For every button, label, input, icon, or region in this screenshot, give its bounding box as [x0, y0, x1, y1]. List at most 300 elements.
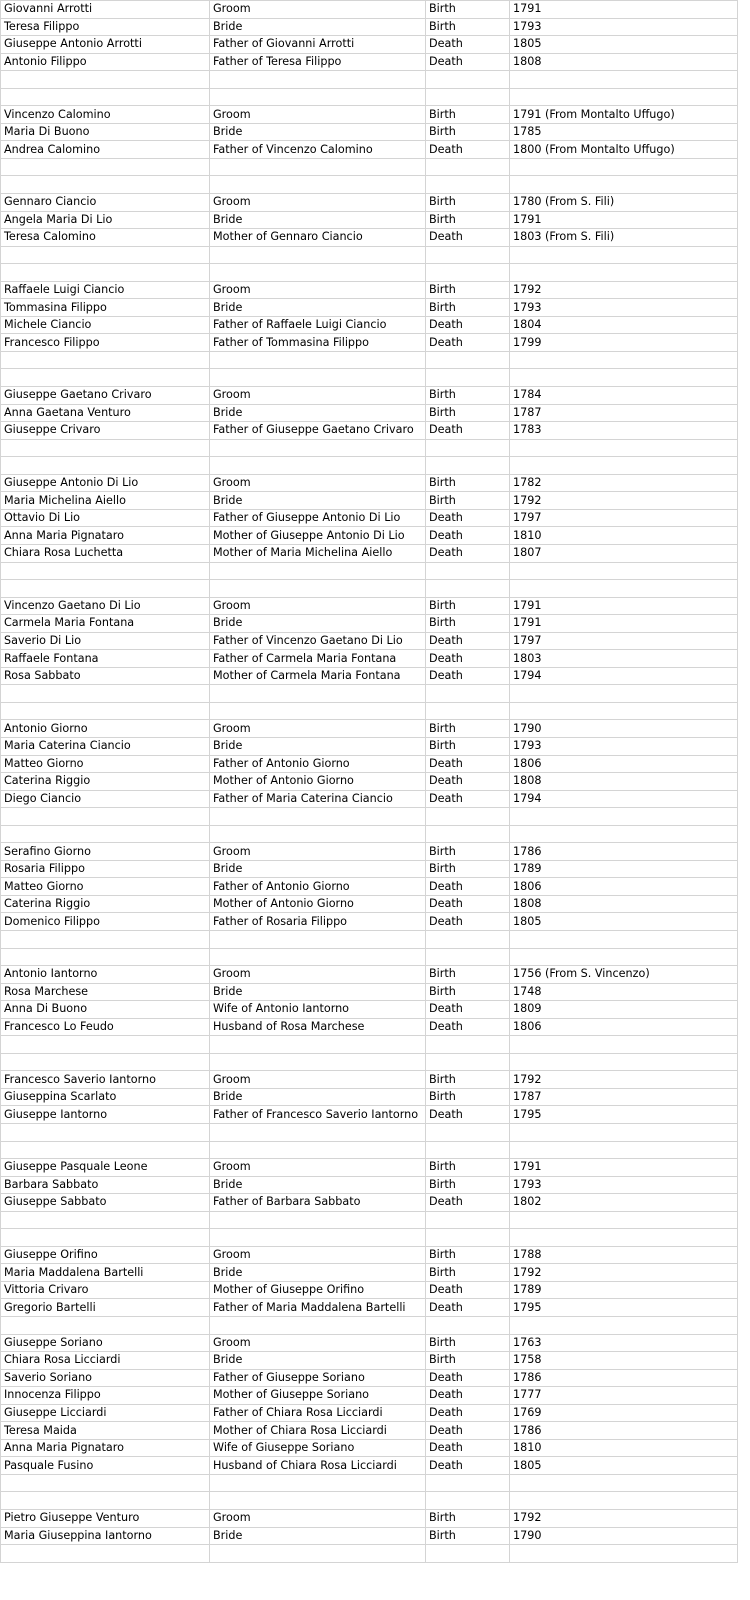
person-name-cell[interactable] — [1, 808, 210, 826]
role-cell[interactable] — [210, 1474, 426, 1492]
role-cell[interactable]: Wife of Giuseppe Soriano — [210, 1439, 426, 1457]
year-cell[interactable]: 1793 — [510, 737, 738, 755]
event-cell[interactable]: Birth — [426, 123, 510, 141]
person-name-cell[interactable] — [1, 1474, 210, 1492]
event-cell[interactable] — [426, 1124, 510, 1142]
event-cell[interactable] — [426, 562, 510, 580]
year-cell[interactable] — [510, 439, 738, 457]
year-cell[interactable]: 1785 — [510, 123, 738, 141]
event-cell[interactable]: Birth — [426, 860, 510, 878]
person-name-cell[interactable]: Giuseppina Scarlato — [1, 1088, 210, 1106]
person-name-cell[interactable]: Caterina Riggio — [1, 895, 210, 913]
event-cell[interactable] — [426, 1211, 510, 1229]
year-cell[interactable]: 1791 — [510, 615, 738, 633]
year-cell[interactable]: 1804 — [510, 316, 738, 334]
person-name-cell[interactable] — [1, 88, 210, 106]
person-name-cell[interactable]: Giuseppe Gaetano Crivaro — [1, 387, 210, 405]
person-name-cell[interactable]: Rosa Sabbato — [1, 667, 210, 685]
person-name-cell[interactable]: Carmela Maria Fontana — [1, 615, 210, 633]
person-name-cell[interactable]: Rosa Marchese — [1, 983, 210, 1001]
person-name-cell[interactable] — [1, 1141, 210, 1159]
event-cell[interactable]: Death — [426, 141, 510, 159]
event-cell[interactable]: Death — [426, 422, 510, 440]
year-cell[interactable]: 1792 — [510, 1510, 738, 1528]
role-cell[interactable]: Groom — [210, 1334, 426, 1352]
role-cell[interactable] — [210, 71, 426, 89]
year-cell[interactable]: 1800 (From Montalto Uffugo) — [510, 141, 738, 159]
person-name-cell[interactable] — [1, 1317, 210, 1335]
year-cell[interactable] — [510, 246, 738, 264]
role-cell[interactable]: Groom — [210, 387, 426, 405]
person-name-cell[interactable] — [1, 351, 210, 369]
event-cell[interactable]: Birth — [426, 1071, 510, 1089]
person-name-cell[interactable]: Raffaele Luigi Ciancio — [1, 281, 210, 299]
role-cell[interactable]: Mother of Gennaro Ciancio — [210, 229, 426, 247]
person-name-cell[interactable]: Giuseppe Crivaro — [1, 422, 210, 440]
year-cell[interactable]: 1791 — [510, 1159, 738, 1177]
person-name-cell[interactable]: Antonio Iantorno — [1, 966, 210, 984]
person-name-cell[interactable]: Chiara Rosa Luchetta — [1, 544, 210, 562]
person-name-cell[interactable]: Antonio Filippo — [1, 53, 210, 71]
role-cell[interactable]: Groom — [210, 106, 426, 124]
year-cell[interactable]: 1795 — [510, 1106, 738, 1124]
role-cell[interactable]: Groom — [210, 1, 426, 19]
role-cell[interactable]: Father of Rosaria Filippo — [210, 913, 426, 931]
year-cell[interactable]: 1806 — [510, 755, 738, 773]
person-name-cell[interactable]: Gregorio Bartelli — [1, 1299, 210, 1317]
person-name-cell[interactable]: Teresa Calomino — [1, 229, 210, 247]
event-cell[interactable]: Birth — [426, 615, 510, 633]
event-cell[interactable]: Birth — [426, 1334, 510, 1352]
year-cell[interactable]: 1763 — [510, 1334, 738, 1352]
role-cell[interactable]: Groom — [210, 720, 426, 738]
role-cell[interactable]: Groom — [210, 597, 426, 615]
person-name-cell[interactable]: Rosaria Filippo — [1, 860, 210, 878]
event-cell[interactable]: Death — [426, 229, 510, 247]
role-cell[interactable] — [210, 930, 426, 948]
role-cell[interactable] — [210, 1211, 426, 1229]
person-name-cell[interactable]: Francesco Lo Feudo — [1, 1018, 210, 1036]
person-name-cell[interactable]: Domenico Filippo — [1, 913, 210, 931]
role-cell[interactable]: Bride — [210, 18, 426, 36]
year-cell[interactable]: 1809 — [510, 1001, 738, 1019]
role-cell[interactable] — [210, 562, 426, 580]
role-cell[interactable] — [210, 439, 426, 457]
person-name-cell[interactable]: Gennaro Ciancio — [1, 194, 210, 212]
event-cell[interactable]: Birth — [426, 492, 510, 510]
role-cell[interactable]: Husband of Rosa Marchese — [210, 1018, 426, 1036]
year-cell[interactable] — [510, 930, 738, 948]
role-cell[interactable]: Groom — [210, 1246, 426, 1264]
event-cell[interactable]: Death — [426, 650, 510, 668]
event-cell[interactable] — [426, 457, 510, 475]
event-cell[interactable] — [426, 1492, 510, 1510]
event-cell[interactable]: Birth — [426, 299, 510, 317]
year-cell[interactable] — [510, 1317, 738, 1335]
role-cell[interactable]: Bride — [210, 211, 426, 229]
person-name-cell[interactable]: Francesco Filippo — [1, 334, 210, 352]
event-cell[interactable] — [426, 246, 510, 264]
role-cell[interactable]: Bride — [210, 1527, 426, 1545]
role-cell[interactable]: Father of Barbara Sabbato — [210, 1194, 426, 1212]
year-cell[interactable] — [510, 808, 738, 826]
year-cell[interactable]: 1805 — [510, 913, 738, 931]
event-cell[interactable] — [426, 1141, 510, 1159]
role-cell[interactable]: Bride — [210, 492, 426, 510]
role-cell[interactable]: Groom — [210, 1071, 426, 1089]
role-cell[interactable]: Groom — [210, 281, 426, 299]
year-cell[interactable]: 1793 — [510, 299, 738, 317]
role-cell[interactable]: Father of Giuseppe Gaetano Crivaro — [210, 422, 426, 440]
year-cell[interactable]: 1748 — [510, 983, 738, 1001]
year-cell[interactable] — [510, 457, 738, 475]
year-cell[interactable]: 1808 — [510, 895, 738, 913]
year-cell[interactable]: 1797 — [510, 509, 738, 527]
event-cell[interactable]: Death — [426, 1299, 510, 1317]
role-cell[interactable]: Father of Maria Caterina Ciancio — [210, 790, 426, 808]
year-cell[interactable] — [510, 71, 738, 89]
year-cell[interactable]: 1806 — [510, 1018, 738, 1036]
role-cell[interactable] — [210, 948, 426, 966]
role-cell[interactable]: Father of Vincenzo Gaetano Di Lio — [210, 632, 426, 650]
person-name-cell[interactable] — [1, 1036, 210, 1054]
year-cell[interactable]: 1787 — [510, 404, 738, 422]
role-cell[interactable] — [210, 1545, 426, 1563]
person-name-cell[interactable] — [1, 930, 210, 948]
role-cell[interactable] — [210, 1124, 426, 1142]
event-cell[interactable]: Death — [426, 1404, 510, 1422]
year-cell[interactable]: 1788 — [510, 1246, 738, 1264]
year-cell[interactable]: 1786 — [510, 1369, 738, 1387]
year-cell[interactable]: 1794 — [510, 790, 738, 808]
role-cell[interactable]: Bride — [210, 1176, 426, 1194]
year-cell[interactable]: 1786 — [510, 1422, 738, 1440]
year-cell[interactable]: 1769 — [510, 1404, 738, 1422]
year-cell[interactable]: 1810 — [510, 1439, 738, 1457]
person-name-cell[interactable]: Maria Di Buono — [1, 123, 210, 141]
role-cell[interactable]: Bride — [210, 404, 426, 422]
role-cell[interactable]: Bride — [210, 1352, 426, 1370]
person-name-cell[interactable]: Raffaele Fontana — [1, 650, 210, 668]
person-name-cell[interactable] — [1, 1211, 210, 1229]
person-name-cell[interactable]: Francesco Saverio Iantorno — [1, 1071, 210, 1089]
year-cell[interactable] — [510, 1492, 738, 1510]
person-name-cell[interactable]: Angela Maria Di Lio — [1, 211, 210, 229]
role-cell[interactable] — [210, 1317, 426, 1335]
role-cell[interactable]: Father of Raffaele Luigi Ciancio — [210, 316, 426, 334]
role-cell[interactable]: Bride — [210, 123, 426, 141]
person-name-cell[interactable]: Chiara Rosa Licciardi — [1, 1352, 210, 1370]
year-cell[interactable] — [510, 1141, 738, 1159]
event-cell[interactable]: Birth — [426, 1352, 510, 1370]
event-cell[interactable]: Death — [426, 36, 510, 54]
event-cell[interactable]: Birth — [426, 720, 510, 738]
event-cell[interactable]: Death — [426, 1422, 510, 1440]
year-cell[interactable]: 1794 — [510, 667, 738, 685]
person-name-cell[interactable] — [1, 1124, 210, 1142]
year-cell[interactable]: 1786 — [510, 843, 738, 861]
person-name-cell[interactable]: Serafino Giorno — [1, 843, 210, 861]
role-cell[interactable]: Father of Antonio Giorno — [210, 878, 426, 896]
event-cell[interactable] — [426, 439, 510, 457]
year-cell[interactable]: 1806 — [510, 878, 738, 896]
year-cell[interactable] — [510, 948, 738, 966]
year-cell[interactable] — [510, 702, 738, 720]
role-cell[interactable]: Groom — [210, 1159, 426, 1177]
year-cell[interactable] — [510, 1211, 738, 1229]
role-cell[interactable]: Husband of Chiara Rosa Licciardi — [210, 1457, 426, 1475]
year-cell[interactable]: 1808 — [510, 53, 738, 71]
event-cell[interactable]: Birth — [426, 843, 510, 861]
event-cell[interactable]: Birth — [426, 597, 510, 615]
role-cell[interactable]: Mother of Giuseppe Soriano — [210, 1387, 426, 1405]
event-cell[interactable]: Birth — [426, 18, 510, 36]
year-cell[interactable]: 1791 — [510, 211, 738, 229]
year-cell[interactable]: 1805 — [510, 1457, 738, 1475]
person-name-cell[interactable] — [1, 1545, 210, 1563]
event-cell[interactable]: Birth — [426, 194, 510, 212]
event-cell[interactable]: Death — [426, 1369, 510, 1387]
role-cell[interactable]: Father of Vincenzo Calomino — [210, 141, 426, 159]
person-name-cell[interactable]: Saverio Di Lio — [1, 632, 210, 650]
event-cell[interactable]: Birth — [426, 106, 510, 124]
role-cell[interactable] — [210, 369, 426, 387]
role-cell[interactable]: Bride — [210, 737, 426, 755]
person-name-cell[interactable]: Tommasina Filippo — [1, 299, 210, 317]
event-cell[interactable] — [426, 702, 510, 720]
year-cell[interactable] — [510, 1124, 738, 1142]
person-name-cell[interactable] — [1, 264, 210, 282]
year-cell[interactable] — [510, 1229, 738, 1247]
year-cell[interactable] — [510, 88, 738, 106]
year-cell[interactable]: 1810 — [510, 527, 738, 545]
person-name-cell[interactable]: Innocenza Filippo — [1, 1387, 210, 1405]
role-cell[interactable]: Groom — [210, 1510, 426, 1528]
year-cell[interactable]: 1802 — [510, 1194, 738, 1212]
role-cell[interactable] — [210, 176, 426, 194]
person-name-cell[interactable] — [1, 457, 210, 475]
year-cell[interactable]: 1792 — [510, 492, 738, 510]
person-name-cell[interactable]: Anna Maria Pignataro — [1, 1439, 210, 1457]
person-name-cell[interactable]: Giuseppe Licciardi — [1, 1404, 210, 1422]
event-cell[interactable]: Birth — [426, 1527, 510, 1545]
year-cell[interactable]: 1792 — [510, 281, 738, 299]
year-cell[interactable]: 1758 — [510, 1352, 738, 1370]
year-cell[interactable]: 1792 — [510, 1071, 738, 1089]
event-cell[interactable]: Birth — [426, 281, 510, 299]
event-cell[interactable] — [426, 71, 510, 89]
person-name-cell[interactable]: Matteo Giorno — [1, 755, 210, 773]
event-cell[interactable]: Birth — [426, 404, 510, 422]
event-cell[interactable]: Death — [426, 1194, 510, 1212]
year-cell[interactable]: 1803 (From S. Fili) — [510, 229, 738, 247]
person-name-cell[interactable]: Giovanni Arrotti — [1, 1, 210, 19]
year-cell[interactable]: 1799 — [510, 334, 738, 352]
year-cell[interactable] — [510, 369, 738, 387]
year-cell[interactable]: 1797 — [510, 632, 738, 650]
year-cell[interactable] — [510, 176, 738, 194]
person-name-cell[interactable] — [1, 1229, 210, 1247]
event-cell[interactable] — [426, 1053, 510, 1071]
role-cell[interactable]: Father of Giuseppe Antonio Di Lio — [210, 509, 426, 527]
event-cell[interactable]: Birth — [426, 983, 510, 1001]
event-cell[interactable]: Death — [426, 509, 510, 527]
person-name-cell[interactable]: Teresa Maida — [1, 1422, 210, 1440]
event-cell[interactable]: Death — [426, 53, 510, 71]
event-cell[interactable]: Death — [426, 895, 510, 913]
person-name-cell[interactable]: Vincenzo Gaetano Di Lio — [1, 597, 210, 615]
role-cell[interactable]: Father of Antonio Giorno — [210, 755, 426, 773]
role-cell[interactable] — [210, 351, 426, 369]
year-cell[interactable]: 1793 — [510, 18, 738, 36]
person-name-cell[interactable]: Pasquale Fusino — [1, 1457, 210, 1475]
event-cell[interactable]: Birth — [426, 1246, 510, 1264]
event-cell[interactable]: Death — [426, 316, 510, 334]
role-cell[interactable] — [210, 457, 426, 475]
person-name-cell[interactable]: Giuseppe Antonio Di Lio — [1, 474, 210, 492]
event-cell[interactable] — [426, 1229, 510, 1247]
event-cell[interactable] — [426, 825, 510, 843]
year-cell[interactable] — [510, 562, 738, 580]
role-cell[interactable]: Wife of Antonio Iantorno — [210, 1001, 426, 1019]
year-cell[interactable]: 1780 (From S. Fili) — [510, 194, 738, 212]
year-cell[interactable] — [510, 264, 738, 282]
person-name-cell[interactable]: Matteo Giorno — [1, 878, 210, 896]
person-name-cell[interactable]: Giuseppe Iantorno — [1, 1106, 210, 1124]
person-name-cell[interactable] — [1, 562, 210, 580]
role-cell[interactable]: Groom — [210, 474, 426, 492]
year-cell[interactable]: 1807 — [510, 544, 738, 562]
event-cell[interactable] — [426, 948, 510, 966]
event-cell[interactable]: Birth — [426, 387, 510, 405]
year-cell[interactable]: 1777 — [510, 1387, 738, 1405]
year-cell[interactable]: 1789 — [510, 860, 738, 878]
event-cell[interactable] — [426, 369, 510, 387]
role-cell[interactable]: Mother of Maria Michelina Aiello — [210, 544, 426, 562]
person-name-cell[interactable]: Giuseppe Antonio Arrotti — [1, 36, 210, 54]
role-cell[interactable] — [210, 702, 426, 720]
person-name-cell[interactable]: Andrea Calomino — [1, 141, 210, 159]
year-cell[interactable] — [510, 685, 738, 703]
person-name-cell[interactable] — [1, 580, 210, 598]
person-name-cell[interactable] — [1, 158, 210, 176]
role-cell[interactable]: Bride — [210, 615, 426, 633]
year-cell[interactable]: 1808 — [510, 773, 738, 791]
event-cell[interactable]: Death — [426, 334, 510, 352]
role-cell[interactable]: Father of Giovanni Arrotti — [210, 36, 426, 54]
year-cell[interactable]: 1793 — [510, 1176, 738, 1194]
event-cell[interactable]: Death — [426, 1018, 510, 1036]
year-cell[interactable]: 1803 — [510, 650, 738, 668]
person-name-cell[interactable]: Teresa Filippo — [1, 18, 210, 36]
person-name-cell[interactable] — [1, 1053, 210, 1071]
person-name-cell[interactable]: Anna Di Buono — [1, 1001, 210, 1019]
person-name-cell[interactable]: Anna Gaetana Venturo — [1, 404, 210, 422]
event-cell[interactable] — [426, 930, 510, 948]
role-cell[interactable]: Mother of Giuseppe Antonio Di Lio — [210, 527, 426, 545]
year-cell[interactable]: 1795 — [510, 1299, 738, 1317]
role-cell[interactable]: Groom — [210, 843, 426, 861]
year-cell[interactable] — [510, 580, 738, 598]
year-cell[interactable]: 1805 — [510, 36, 738, 54]
year-cell[interactable]: 1756 (From S. Vincenzo) — [510, 966, 738, 984]
event-cell[interactable]: Death — [426, 527, 510, 545]
event-cell[interactable]: Death — [426, 544, 510, 562]
year-cell[interactable]: 1782 — [510, 474, 738, 492]
event-cell[interactable] — [426, 1036, 510, 1054]
person-name-cell[interactable] — [1, 702, 210, 720]
event-cell[interactable]: Death — [426, 773, 510, 791]
event-cell[interactable]: Birth — [426, 211, 510, 229]
person-name-cell[interactable] — [1, 71, 210, 89]
person-name-cell[interactable]: Giuseppe Soriano — [1, 1334, 210, 1352]
year-cell[interactable] — [510, 825, 738, 843]
person-name-cell[interactable]: Pietro Giuseppe Venturo — [1, 1510, 210, 1528]
person-name-cell[interactable]: Michele Ciancio — [1, 316, 210, 334]
event-cell[interactable] — [426, 1317, 510, 1335]
person-name-cell[interactable]: Vittoria Crivaro — [1, 1281, 210, 1299]
role-cell[interactable]: Bride — [210, 983, 426, 1001]
event-cell[interactable]: Death — [426, 1001, 510, 1019]
person-name-cell[interactable]: Maria Caterina Ciancio — [1, 737, 210, 755]
event-cell[interactable]: Birth — [426, 1510, 510, 1528]
person-name-cell[interactable] — [1, 1492, 210, 1510]
role-cell[interactable] — [210, 264, 426, 282]
event-cell[interactable]: Death — [426, 790, 510, 808]
event-cell[interactable] — [426, 176, 510, 194]
event-cell[interactable]: Birth — [426, 966, 510, 984]
event-cell[interactable]: Death — [426, 755, 510, 773]
role-cell[interactable]: Mother of Antonio Giorno — [210, 895, 426, 913]
role-cell[interactable] — [210, 1141, 426, 1159]
event-cell[interactable] — [426, 1474, 510, 1492]
event-cell[interactable] — [426, 685, 510, 703]
role-cell[interactable] — [210, 246, 426, 264]
person-name-cell[interactable]: Saverio Soriano — [1, 1369, 210, 1387]
role-cell[interactable] — [210, 88, 426, 106]
role-cell[interactable]: Father of Francesco Saverio Iantorno — [210, 1106, 426, 1124]
event-cell[interactable] — [426, 351, 510, 369]
person-name-cell[interactable]: Antonio Giorno — [1, 720, 210, 738]
role-cell[interactable]: Groom — [210, 194, 426, 212]
event-cell[interactable]: Death — [426, 1457, 510, 1475]
event-cell[interactable] — [426, 1545, 510, 1563]
event-cell[interactable] — [426, 158, 510, 176]
person-name-cell[interactable]: Maria Michelina Aiello — [1, 492, 210, 510]
person-name-cell[interactable] — [1, 439, 210, 457]
person-name-cell[interactable] — [1, 246, 210, 264]
person-name-cell[interactable]: Ottavio Di Lio — [1, 509, 210, 527]
person-name-cell[interactable] — [1, 948, 210, 966]
event-cell[interactable] — [426, 264, 510, 282]
person-name-cell[interactable]: Giuseppe Pasquale Leone — [1, 1159, 210, 1177]
role-cell[interactable] — [210, 580, 426, 598]
event-cell[interactable]: Death — [426, 1387, 510, 1405]
year-cell[interactable] — [510, 351, 738, 369]
person-name-cell[interactable]: Barbara Sabbato — [1, 1176, 210, 1194]
event-cell[interactable]: Death — [426, 667, 510, 685]
role-cell[interactable]: Father of Teresa Filippo — [210, 53, 426, 71]
year-cell[interactable]: 1789 — [510, 1281, 738, 1299]
event-cell[interactable]: Death — [426, 878, 510, 896]
event-cell[interactable]: Birth — [426, 1264, 510, 1282]
event-cell[interactable] — [426, 88, 510, 106]
role-cell[interactable] — [210, 1492, 426, 1510]
event-cell[interactable]: Death — [426, 632, 510, 650]
role-cell[interactable]: Father of Tommasina Filippo — [210, 334, 426, 352]
role-cell[interactable] — [210, 685, 426, 703]
person-name-cell[interactable] — [1, 685, 210, 703]
